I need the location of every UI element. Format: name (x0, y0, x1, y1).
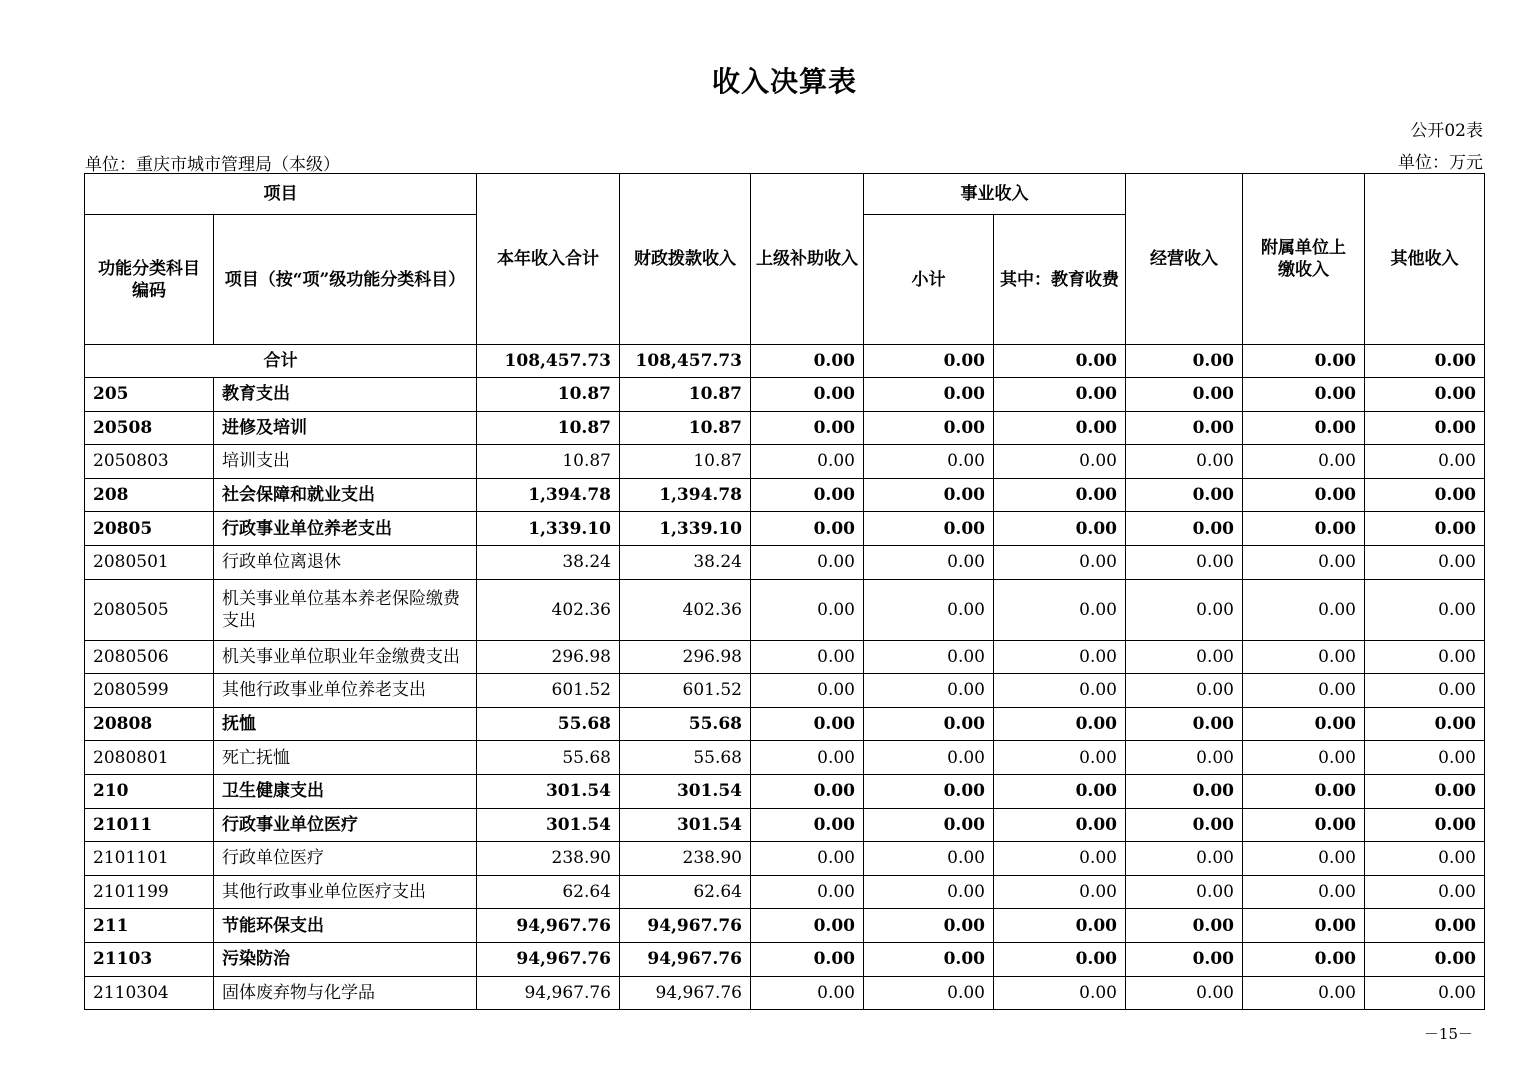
total-value: 0.00 (1243, 345, 1365, 378)
header-career: 事业收入 (864, 174, 1126, 215)
header-superior: 上级补助收入 (751, 174, 864, 345)
row-name: 固体废弃物与化学品 (214, 976, 477, 1010)
row-value: 0.00 (1243, 842, 1365, 876)
table-row (85, 674, 1485, 708)
row-value: 10.87 (477, 378, 620, 412)
row-code: 21011 (85, 808, 214, 842)
row-value: 0.00 (1365, 445, 1485, 479)
row-code: 2101101 (85, 842, 214, 876)
header-project: 项目 (85, 174, 477, 215)
table-row (85, 640, 1485, 674)
row-code: 20508 (85, 411, 214, 445)
row-value: 55.68 (477, 741, 620, 775)
row-value: 0.00 (1126, 942, 1243, 976)
table-row (85, 808, 1485, 842)
row-value: 0.00 (864, 545, 994, 579)
row-value: 10.87 (620, 378, 751, 412)
row-value: 38.24 (477, 545, 620, 579)
row-value: 0.00 (751, 976, 864, 1010)
row-value: 0.00 (1365, 976, 1485, 1010)
row-value: 0.00 (1243, 579, 1365, 640)
row-name: 机关事业单位职业年金缴费支出 (214, 640, 477, 674)
table-row (85, 875, 1485, 909)
row-name: 卫生健康支出 (214, 774, 477, 808)
row-code: 2080506 (85, 640, 214, 674)
row-value: 62.64 (620, 875, 751, 909)
page-number: －15－ (1423, 1025, 1473, 1043)
row-code: 2080801 (85, 741, 214, 775)
row-value: 0.00 (1126, 411, 1243, 445)
row-value: 0.00 (751, 411, 864, 445)
row-value: 0.00 (751, 842, 864, 876)
row-value: 0.00 (994, 674, 1126, 708)
row-value: 238.90 (620, 842, 751, 876)
row-name: 社会保障和就业支出 (214, 478, 477, 512)
row-value: 94,967.76 (620, 942, 751, 976)
row-name: 培训支出 (214, 445, 477, 479)
row-value: 0.00 (994, 378, 1126, 412)
row-code: 2080505 (85, 579, 214, 640)
total-value: 0.00 (994, 345, 1126, 378)
row-value: 0.00 (1126, 640, 1243, 674)
row-value: 301.54 (477, 808, 620, 842)
row-value: 0.00 (994, 976, 1126, 1010)
row-value: 55.68 (620, 741, 751, 775)
row-value: 0.00 (1243, 378, 1365, 412)
table-row (85, 774, 1485, 808)
row-value: 296.98 (477, 640, 620, 674)
row-value: 0.00 (1126, 741, 1243, 775)
row-value: 1,339.10 (620, 512, 751, 546)
row-value: 0.00 (1126, 842, 1243, 876)
total-row (85, 345, 1485, 378)
income-table (84, 173, 1485, 1010)
row-name: 进修及培训 (214, 411, 477, 445)
row-value: 0.00 (751, 808, 864, 842)
row-value: 0.00 (864, 478, 994, 512)
row-value: 55.68 (477, 707, 620, 741)
row-value: 0.00 (1126, 707, 1243, 741)
header-total-income: 本年收入合计 (477, 174, 620, 345)
table-row (85, 445, 1485, 479)
row-value: 10.87 (620, 411, 751, 445)
row-value: 402.36 (620, 579, 751, 640)
total-value: 0.00 (1365, 345, 1485, 378)
row-value: 0.00 (1126, 909, 1243, 943)
row-value: 0.00 (864, 378, 994, 412)
row-value: 0.00 (751, 875, 864, 909)
row-name: 其他行政事业单位养老支出 (214, 674, 477, 708)
row-value: 0.00 (1243, 478, 1365, 512)
row-value: 0.00 (994, 640, 1126, 674)
row-value: 0.00 (751, 445, 864, 479)
row-value: 0.00 (751, 512, 864, 546)
row-value: 0.00 (1126, 674, 1243, 708)
row-value: 0.00 (1365, 640, 1485, 674)
total-value: 108,457.73 (620, 345, 751, 378)
row-value: 0.00 (1126, 976, 1243, 1010)
row-value: 0.00 (1243, 909, 1365, 943)
row-value: 0.00 (994, 445, 1126, 479)
row-value: 0.00 (864, 707, 994, 741)
header-func-code: 功能分类科目编码 (85, 215, 214, 345)
row-value: 0.00 (1365, 741, 1485, 775)
row-value: 10.87 (477, 445, 620, 479)
row-code: 2101199 (85, 875, 214, 909)
row-value: 0.00 (1365, 411, 1485, 445)
row-value: 0.00 (864, 512, 994, 546)
row-value: 0.00 (1365, 674, 1485, 708)
row-value: 0.00 (751, 478, 864, 512)
row-value: 0.00 (864, 579, 994, 640)
row-value: 0.00 (1365, 774, 1485, 808)
row-value: 0.00 (751, 674, 864, 708)
row-name: 机关事业单位基本养老保险缴费支出 (214, 579, 477, 640)
row-code: 2110304 (85, 976, 214, 1010)
row-value: 0.00 (1243, 774, 1365, 808)
header-education: 其中：教育收费 (994, 215, 1126, 345)
row-value: 0.00 (1365, 378, 1485, 412)
row-value: 0.00 (751, 579, 864, 640)
row-value: 0.00 (1365, 909, 1485, 943)
row-value: 1,339.10 (477, 512, 620, 546)
row-value: 0.00 (1243, 545, 1365, 579)
row-code: 2050803 (85, 445, 214, 479)
row-value: 94,967.76 (620, 909, 751, 943)
table-row (85, 545, 1485, 579)
row-value: 0.00 (751, 909, 864, 943)
total-value: 108,457.73 (477, 345, 620, 378)
row-value: 402.36 (477, 579, 620, 640)
row-value: 62.64 (477, 875, 620, 909)
row-value: 0.00 (994, 579, 1126, 640)
row-value: 296.98 (620, 640, 751, 674)
row-value: 94,967.76 (477, 909, 620, 943)
row-value: 0.00 (864, 842, 994, 876)
form-number: 公开02表 (1410, 121, 1483, 141)
row-value: 0.00 (1365, 707, 1485, 741)
row-value: 55.68 (620, 707, 751, 741)
row-value: 10.87 (620, 445, 751, 479)
row-value: 601.52 (620, 674, 751, 708)
row-name: 抚恤 (214, 707, 477, 741)
table-row (85, 909, 1485, 943)
row-value: 0.00 (1365, 842, 1485, 876)
row-value: 0.00 (864, 909, 994, 943)
row-value: 0.00 (1365, 875, 1485, 909)
row-value: 0.00 (864, 445, 994, 479)
total-value: 0.00 (751, 345, 864, 378)
row-value: 0.00 (1243, 808, 1365, 842)
row-value: 94,967.76 (477, 942, 620, 976)
page-title: 收入决算表 (711, 65, 857, 98)
row-value: 0.00 (1126, 545, 1243, 579)
row-value: 0.00 (1243, 741, 1365, 775)
row-value: 0.00 (994, 774, 1126, 808)
header-subtotal: 小计 (864, 215, 994, 345)
row-code: 20805 (85, 512, 214, 546)
row-code: 2080599 (85, 674, 214, 708)
row-value: 0.00 (1243, 942, 1365, 976)
row-value: 0.00 (1126, 478, 1243, 512)
row-value: 1,394.78 (620, 478, 751, 512)
row-value: 0.00 (751, 774, 864, 808)
row-value: 0.00 (1365, 478, 1485, 512)
row-value: 0.00 (1365, 808, 1485, 842)
row-value: 0.00 (1126, 579, 1243, 640)
row-value: 0.00 (864, 741, 994, 775)
row-value: 0.00 (864, 411, 994, 445)
row-value: 0.00 (1126, 378, 1243, 412)
row-value: 0.00 (751, 707, 864, 741)
row-value: 0.00 (751, 640, 864, 674)
row-value: 38.24 (620, 545, 751, 579)
row-value: 0.00 (994, 411, 1126, 445)
row-value: 0.00 (1243, 875, 1365, 909)
row-value: 0.00 (864, 774, 994, 808)
row-value: 0.00 (1126, 774, 1243, 808)
row-name: 行政事业单位养老支出 (214, 512, 477, 546)
row-name: 节能环保支出 (214, 909, 477, 943)
row-value: 0.00 (1365, 579, 1485, 640)
row-code: 208 (85, 478, 214, 512)
row-value: 0.00 (1243, 707, 1365, 741)
table-row (85, 512, 1485, 546)
row-value: 301.54 (620, 774, 751, 808)
row-value: 0.00 (864, 640, 994, 674)
row-value: 94,967.76 (477, 976, 620, 1010)
table-row (85, 579, 1485, 640)
row-value: 0.00 (864, 808, 994, 842)
row-name: 行政单位医疗 (214, 842, 477, 876)
row-value: 601.52 (477, 674, 620, 708)
row-value: 10.87 (477, 411, 620, 445)
currency-unit: 单位：万元 (1398, 153, 1483, 173)
row-name: 死亡抚恤 (214, 741, 477, 775)
row-value: 0.00 (864, 674, 994, 708)
row-code: 2080501 (85, 545, 214, 579)
row-value: 94,967.76 (620, 976, 751, 1010)
row-code: 21103 (85, 942, 214, 976)
row-value: 0.00 (751, 545, 864, 579)
row-value: 0.00 (751, 378, 864, 412)
row-code: 210 (85, 774, 214, 808)
row-value: 0.00 (1243, 411, 1365, 445)
header-fiscal: 财政拨款收入 (620, 174, 751, 345)
row-value: 0.00 (994, 842, 1126, 876)
row-value: 0.00 (864, 942, 994, 976)
row-value: 0.00 (1243, 976, 1365, 1010)
row-value: 0.00 (1365, 942, 1485, 976)
table-row (85, 741, 1485, 775)
total-label: 合计 (85, 345, 477, 378)
row-value: 0.00 (1126, 445, 1243, 479)
table-row (85, 976, 1485, 1010)
row-value: 0.00 (751, 942, 864, 976)
row-value: 238.90 (477, 842, 620, 876)
row-name: 行政事业单位医疗 (214, 808, 477, 842)
table-row (85, 707, 1485, 741)
row-value: 0.00 (994, 512, 1126, 546)
header-other: 其他收入 (1365, 174, 1485, 345)
row-value: 0.00 (994, 741, 1126, 775)
row-value: 0.00 (994, 707, 1126, 741)
table-row (85, 411, 1485, 445)
table-row (85, 842, 1485, 876)
row-code: 205 (85, 378, 214, 412)
total-value: 0.00 (1126, 345, 1243, 378)
header-business: 经营收入 (1126, 174, 1243, 345)
row-value: 0.00 (1365, 545, 1485, 579)
row-name: 教育支出 (214, 378, 477, 412)
row-value: 301.54 (477, 774, 620, 808)
row-value: 0.00 (1243, 512, 1365, 546)
row-value: 0.00 (1243, 674, 1365, 708)
row-value: 0.00 (994, 909, 1126, 943)
row-value: 301.54 (620, 808, 751, 842)
row-code: 211 (85, 909, 214, 943)
row-value: 0.00 (1365, 512, 1485, 546)
row-value: 0.00 (994, 875, 1126, 909)
row-value: 0.00 (864, 976, 994, 1010)
row-value: 1,394.78 (477, 478, 620, 512)
row-name: 其他行政事业单位医疗支出 (214, 875, 477, 909)
row-value: 0.00 (994, 808, 1126, 842)
row-value: 0.00 (1126, 808, 1243, 842)
row-value: 0.00 (751, 741, 864, 775)
row-value: 0.00 (994, 942, 1126, 976)
table-row (85, 478, 1485, 512)
row-name: 行政单位离退休 (214, 545, 477, 579)
reporting-unit: 单位：重庆市城市管理局（本级） (85, 155, 340, 175)
row-name: 污染防治 (214, 942, 477, 976)
row-value: 0.00 (864, 875, 994, 909)
row-value: 0.00 (1126, 512, 1243, 546)
row-value: 0.00 (1126, 875, 1243, 909)
header-func-name: 项目（按“项”级功能分类科目） (214, 215, 477, 345)
table-row (85, 378, 1485, 412)
table-row (85, 942, 1485, 976)
row-code: 20808 (85, 707, 214, 741)
row-value: 0.00 (994, 478, 1126, 512)
row-value: 0.00 (994, 545, 1126, 579)
row-value: 0.00 (1243, 640, 1365, 674)
header-affiliated: 附属单位上缴收入 (1243, 174, 1365, 345)
total-value: 0.00 (864, 345, 994, 378)
row-value: 0.00 (1243, 445, 1365, 479)
